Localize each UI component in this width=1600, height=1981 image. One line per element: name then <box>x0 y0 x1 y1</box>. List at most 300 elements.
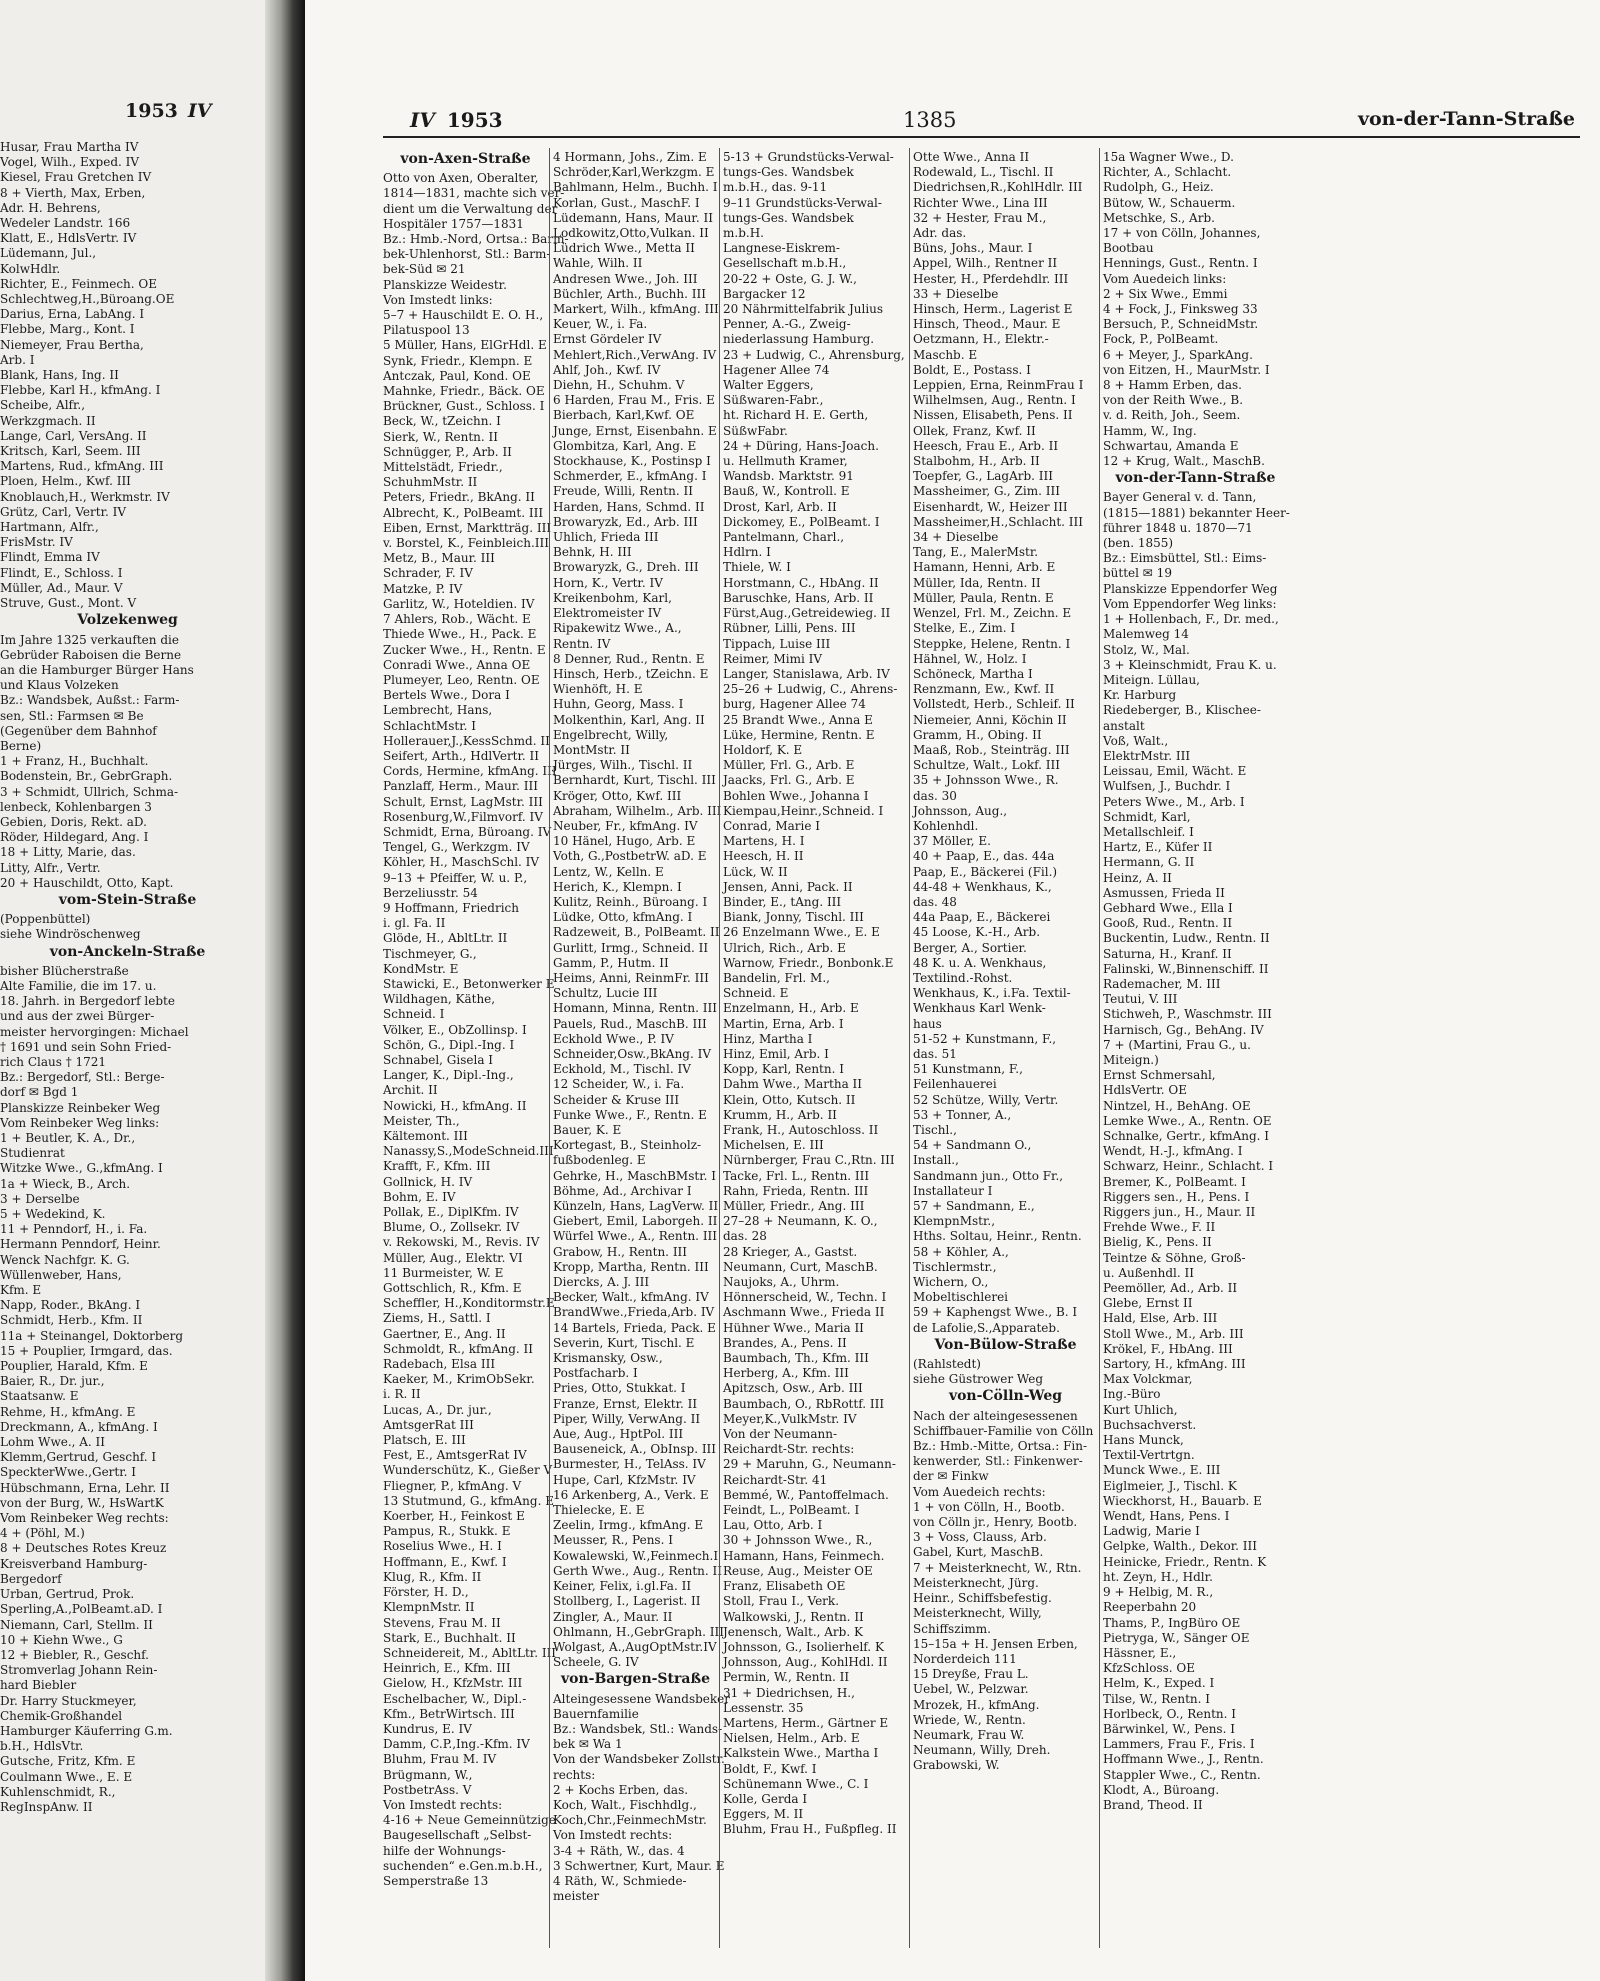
directory-entry: Lembrecht, Hans, <box>383 703 493 718</box>
directory-entry: Witzke Wwe., G.,kfmAng. I <box>0 1161 163 1176</box>
directory-column-3 <box>723 150 908 1965</box>
directory-entry: Baugesellschaft „Selbst- <box>383 1828 532 1843</box>
directory-entry: 1 + von Cölln, H., Bootb. <box>913 1499 1065 1514</box>
directory-entry: Flebbe, Karl H., kfmAng. I <box>0 383 161 398</box>
directory-entry: 30 + Johnsson Wwe., R., <box>723 1533 873 1548</box>
directory-entry: Bz.: Wandsbek, Stl.: Wands- <box>553 1721 723 1736</box>
directory-entry: Fürst,Aug.,Getreidewieg. II <box>723 606 891 621</box>
directory-entry: Teintze & Söhne, Groß- <box>1103 1250 1246 1265</box>
directory-entry: suchenden“ e.Gen.m.b.H., <box>383 1858 543 1873</box>
directory-entry: Bersuch, P., SchneidMstr. <box>1103 317 1259 332</box>
directory-entry: hard Biebler <box>0 1678 77 1693</box>
directory-entry: Rahn, Frieda, Rentn. III <box>723 1183 869 1198</box>
directory-entry: Mobeltischlerei <box>913 1290 1009 1305</box>
directory-entry: Johnsson, G., Isolierhelf. K <box>723 1639 884 1654</box>
directory-entry: de Lafolie,S.,Apparateb. <box>913 1320 1060 1335</box>
directory-entry: Beck, W., tZeichn. I <box>383 414 501 429</box>
directory-entry: Langer, Stanislawa, Arb. IV <box>723 666 890 681</box>
directory-entry: Bielig, K., Pens. II <box>1103 1235 1212 1250</box>
directory-entry: Teutui, V. III <box>1103 992 1178 1007</box>
directory-entry: 32 + Hester, Frau M., <box>913 210 1047 225</box>
directory-entry: Bluhm, Frau H., Fußpfleg. II <box>723 1822 897 1837</box>
directory-entry: Jenensch, Walt., Arb. K <box>723 1624 863 1639</box>
directory-entry: Lammers, Frau F., Fris. I <box>1103 1737 1255 1752</box>
directory-entry: siehe Windröschenweg <box>0 927 141 942</box>
directory-entry: bek-Süd ✉ 21 <box>383 262 466 277</box>
directory-entry: Baumbach, O., RbRottf. III <box>723 1396 885 1411</box>
directory-entry: Keiner, Felix, i.gl.Fa. II <box>553 1579 692 1594</box>
directory-entry: 57 + Sandmann, E., <box>913 1199 1035 1214</box>
directory-entry: Peters, Friedr., BkAng. II <box>383 490 535 505</box>
directory-entry: Gehrke, H., MaschBMstr. I <box>553 1168 716 1183</box>
directory-entry: Kr. Harburg <box>1103 688 1177 703</box>
directory-entry: der ✉ Finkw <box>913 1469 989 1484</box>
directory-entry: Kältemont. III <box>383 1129 468 1143</box>
directory-entry: Hths. Soltau, Heinr., Rentn. <box>913 1229 1082 1244</box>
directory-entry: Kritsch, Karl, Seem. III <box>0 444 141 459</box>
directory-entry: (Poppenbüttel) <box>0 912 91 927</box>
directory-entry: hilfe der Wohnungs- <box>383 1843 506 1858</box>
directory-entry: Müller, Friedr., Ang. III <box>723 1199 865 1214</box>
directory-entry: Cords, Hermine, kfmAng. III <box>383 764 557 779</box>
directory-entry: Arb. I <box>0 352 35 367</box>
directory-entry: Molkenthin, Karl, Ang. II <box>553 712 705 727</box>
directory-entry: Bierbach, Karl,Kwf. OE <box>553 408 695 423</box>
directory-entry: Bauernfamilie <box>553 1706 639 1721</box>
directory-entry: Wenkhaus Karl Wenk- <box>913 1001 1046 1016</box>
directory-entry: Tacke, Frl. L., Rentn. III <box>723 1168 870 1183</box>
directory-entry: Wilhelmsen, Aug., Rentn. I <box>913 393 1076 408</box>
directory-entry: Hoffmann Wwe., J., Rentn. <box>1103 1752 1264 1767</box>
right-page <box>305 0 1600 1981</box>
directory-entry: Textilind.-Rohst. <box>913 970 1013 985</box>
directory-entry: Pries, Otto, Stukkat. I <box>553 1381 686 1396</box>
directory-entry: Schröder,Karl,Werkzgm. E <box>553 165 715 180</box>
directory-entry: Kalkstein Wwe., Martha I <box>723 1746 879 1761</box>
directory-entry: SchuhmMstr. II <box>383 475 478 490</box>
directory-entry: Adr. H. Behrens, <box>0 200 101 215</box>
directory-entry: AmtsgerRat III <box>383 1417 474 1432</box>
directory-entry: Urban, Gertrud, Prok. <box>0 1587 135 1602</box>
directory-entry: 15 + Pouplier, Irmgard, das. <box>0 1343 173 1358</box>
directory-entry: Horn, K., Vertr. IV <box>553 575 663 590</box>
directory-entry: Eiglmeier, J., Tischl. K <box>1103 1478 1237 1493</box>
directory-entry: Conradi Wwe., Anna OE <box>383 657 531 672</box>
directory-entry: KfzSchloss. OE <box>1103 1661 1196 1676</box>
directory-entry: Leppien, Erna, ReinmFrau I <box>913 378 1084 393</box>
directory-entry: Chemik-Großhandel <box>0 1708 123 1723</box>
directory-entry: (Gegenüber dem Bahnhof <box>0 723 157 738</box>
directory-entry: Adr. das. <box>913 226 967 241</box>
directory-entry: Stalbohm, H., Arb. II <box>913 454 1040 469</box>
directory-entry: Bremer, K., PolBeamt. I <box>1103 1174 1246 1189</box>
directory-entry: 18 + Litty, Marie, das. <box>0 845 136 860</box>
directory-entry: Scheibe, Alfr., <box>0 398 86 413</box>
directory-entry: Meisterknecht, Jürg. <box>913 1575 1039 1590</box>
directory-entry: Hald, Else, Arb. III <box>1103 1311 1218 1326</box>
directory-entry: Enzelmann, H., Arb. E <box>723 1001 859 1016</box>
directory-entry: Brückner, Gust., Schloss. I <box>383 399 545 414</box>
directory-entry: sen, Stl.: Farmsen ✉ Be <box>0 708 144 723</box>
directory-entry: Steppke, Helene, Rentn. I <box>913 636 1071 651</box>
directory-entry: Riedeberger, B., Klischee- <box>1103 703 1261 718</box>
directory-entry: Hamann, Hans, Feinmech. <box>723 1548 885 1563</box>
directory-entry: Kurt Uhlich, <box>1103 1402 1178 1417</box>
directory-entry: Stark, E., Buchhalt. II <box>383 1630 516 1645</box>
directory-entry: Elektromeister IV <box>553 606 662 621</box>
directory-entry: 12 + Krug, Walt., MaschB. <box>1103 454 1265 469</box>
directory-entry: FrisMstr. IV <box>0 535 73 550</box>
directory-entry: Schrader, F. IV <box>383 566 473 581</box>
directory-entry: Hähnel, W., Holz. I <box>913 651 1027 666</box>
directory-entry: 1814—1831, machte sich ver- <box>383 186 565 201</box>
column-separator <box>719 148 720 1948</box>
directory-entry: Huhn, Georg, Mass. I <box>553 697 684 712</box>
directory-entry: Wichern, O., <box>913 1275 989 1290</box>
directory-entry: Platsch, E. III <box>383 1433 466 1448</box>
directory-entry: Schult, Ernst, LagMstr. III <box>383 794 543 809</box>
directory-entry: Stollberg, I., Lagerist. II <box>553 1594 701 1609</box>
directory-entry: Gaertner, E., Ang. II <box>383 1326 506 1341</box>
directory-entry: Koch, Walt., Fischhdlg., <box>553 1797 697 1812</box>
directory-entry: Drost, Karl, Arb. II <box>723 499 837 514</box>
directory-entry: Bahlmann, Helm., Buchh. I <box>553 180 718 195</box>
directory-entry: 25 Brandt Wwe., Anna E <box>723 712 873 727</box>
directory-entry: tungs-Ges. Wandsbek <box>723 210 854 225</box>
directory-entry: Leissau, Emil, Wächt. E <box>1103 764 1247 779</box>
directory-entry: Garlitz, W., Hoteldien. IV <box>383 596 535 611</box>
directory-entry: Langer, K., Dipl.-Ing., <box>383 1068 514 1083</box>
directory-entry: von der Reith Wwe., B. <box>1103 393 1244 408</box>
directory-entry: Miteign. Lüllau, <box>1103 672 1200 687</box>
directory-entry: Kundrus, E. IV <box>383 1721 472 1736</box>
directory-entry: Wendt, H.-J., kfmAng. I <box>1103 1144 1243 1159</box>
directory-entry: Reeperbahn 20 <box>1103 1600 1197 1615</box>
directory-entry: Hübschmann, Erna, Lehr. II <box>0 1480 170 1495</box>
directory-entry: Wunderschütz, K., Gießer V <box>383 1463 553 1478</box>
directory-entry: RegInspAnw. II <box>0 1799 93 1814</box>
directory-entry: Massheimer,H.,Schlacht. III <box>913 514 1084 529</box>
directory-entry: Alte Familie, die im 17. u. <box>0 978 157 993</box>
directory-entry: SchlachtMstr. I <box>383 718 476 733</box>
directory-entry: Kaeker, M., KrimObSekr. <box>383 1372 535 1387</box>
directory-entry: Schmerder, E., kfmAng. I <box>553 469 707 484</box>
directory-entry: Massheimer, G., Zim. III <box>913 484 1060 499</box>
directory-entry: niederlassung Hamburg. <box>723 332 875 347</box>
directory-entry: Feilenhauerei <box>913 1077 997 1092</box>
directory-entry: Richter, A., Schlacht. <box>1103 165 1232 180</box>
directory-entry: Bz.: Hmb.-Mitte, Ortsa.: Fin- <box>913 1439 1088 1454</box>
directory-entry: Hamann, Henni, Arb. E <box>913 560 1056 575</box>
directory-entry: 1 + Beutler, K. A., Dr., <box>0 1131 136 1145</box>
directory-entry: Wüllenweber, Hans, <box>0 1267 122 1282</box>
directory-entry: Brandes, A., Pens. II <box>723 1335 847 1350</box>
directory-entry: 8 + Hamm Erben, das. <box>1103 378 1242 393</box>
directory-entry: Knoblauch,H., Werkmstr. IV <box>0 489 170 504</box>
directory-entry: Vom Reinbeker Weg rechts: <box>0 1511 169 1526</box>
directory-entry: an die Hamburger Bürger Hans <box>0 662 194 677</box>
directory-entry: Damm, C.P.,Ing.-Kfm. IV <box>383 1737 530 1752</box>
directory-entry: Burmester, H., TelAss. IV <box>553 1457 706 1472</box>
directory-entry: bek-Uhlenhorst, Stl.: Barm- <box>383 247 551 262</box>
directory-entry: 51-52 + Kunstmann, F., <box>913 1031 1057 1046</box>
directory-entry: und aus der zwei Bürger- <box>0 1009 155 1024</box>
directory-entry: 3 + Derselbe <box>0 1191 80 1206</box>
directory-entry: Paap, E., Bäckerei (Fil.) <box>913 864 1058 879</box>
directory-entry: Hinz, Martha I <box>723 1031 813 1046</box>
directory-entry: 23 + Ludwig, C., Ahrensburg, <box>723 347 905 362</box>
directory-entry: Antczak, Paul, Kond. OE <box>383 368 531 383</box>
directory-entry: Baier, R., Dr. jur., <box>0 1374 105 1389</box>
directory-entry: Baumbach, Th., Kfm. III <box>723 1351 869 1366</box>
directory-entry: Renzmann, Ew., Kwf. II <box>913 682 1055 697</box>
directory-entry: Kuhlenschmidt, R., <box>0 1784 116 1799</box>
directory-entry: Homann, Minna, Rentn. III <box>553 1001 717 1016</box>
directory-entry: Vom Reinbeker Weg links: <box>0 1115 160 1130</box>
directory-entry: Norderdeich 111 <box>913 1651 1017 1666</box>
directory-entry: Heinicke, Friedr., Rentn. K <box>1103 1554 1267 1569</box>
directory-entry: Otto von Axen, Oberalter, <box>383 171 539 186</box>
directory-entry: ht. Zeyn, H., Hdlr. <box>1103 1569 1213 1584</box>
directory-entry: KlempnMstr. II <box>383 1600 475 1615</box>
page-header-left: IV 1953 <box>410 108 503 132</box>
directory-entry: Bauseneick, A., ObInsp. III <box>553 1442 717 1457</box>
directory-entry: Heesch, H. II <box>723 849 804 864</box>
directory-entry: Berzeliusstr. 54 <box>383 885 478 900</box>
directory-entry: b.H., HdlsVtr. <box>0 1739 84 1754</box>
directory-column-4 <box>913 150 1098 1965</box>
directory-entry: Richter Wwe., Lina III <box>913 195 1048 210</box>
directory-entry: Kropp, Martha, Rentn. III <box>553 1259 709 1274</box>
directory-entry: Warnow, Friedr., Bonbonk.E <box>723 955 894 970</box>
directory-entry: Gerth Wwe., Aug., Rentn. II <box>553 1563 722 1578</box>
directory-entry: Becker, Walt., kfmAng. IV <box>553 1290 709 1305</box>
directory-entry: Nielsen, Helm., Arb. E <box>723 1731 860 1746</box>
directory-entry: Niemann, Carl, Stellm. II <box>0 1617 153 1632</box>
directory-entry: 9–11 Grundstücks-Verwal- <box>723 195 882 210</box>
directory-entry: bisher Blücherstraße <box>0 963 129 978</box>
directory-entry: Installateur I <box>913 1183 993 1198</box>
directory-entry: Koerber, H., Feinkost E <box>383 1509 525 1524</box>
directory-entry: Asmussen, Frieda II <box>1103 885 1225 900</box>
directory-entry: 4 Räth, W., Schmiede- <box>553 1873 687 1888</box>
directory-entry: Johnsson, Aug., <box>913 803 1008 818</box>
directory-entry: 15 Dreyße, Frau L. <box>913 1667 1029 1682</box>
directory-entry: Uhlich, Frieda III <box>553 530 659 545</box>
directory-entry: Stockhause, K., Postinsp I <box>553 454 711 469</box>
directory-entry: 1a + Wieck, B., Arch. <box>0 1176 131 1191</box>
directory-entry: Reichardt-Str. rechts: <box>723 1442 855 1457</box>
directory-entry: 10 + Kiehn Wwe., G <box>0 1632 123 1647</box>
directory-entry: i. gl. Fa. II <box>383 916 446 931</box>
directory-entry: Schultz, Lucie III <box>553 986 658 1001</box>
directory-entry: Ulrich, Rich., Arb. E <box>723 940 846 955</box>
directory-entry: Stawicki, E., Betonwerker E <box>383 976 555 991</box>
directory-entry: Von der Wandsbeker Zollstr. <box>553 1752 725 1767</box>
directory-entry: Lentz, W., Kelln. E <box>553 864 664 879</box>
directory-entry: Gottschlich, R., Kfm. E <box>383 1281 522 1296</box>
directory-entry: 51 Kunstmann, F., <box>913 1062 1023 1077</box>
directory-entry: Rentn. IV <box>553 636 611 651</box>
directory-entry: Jaacks, Frl. G., Arb. E <box>723 773 855 788</box>
directory-entry: Hennings, Gust., Rentn. I <box>1103 256 1258 271</box>
directory-entry: 29 + Maruhn, G., Neumann- <box>723 1457 896 1472</box>
directory-entry: Förster, H. D., <box>383 1585 469 1600</box>
directory-entry: Matzke, P. IV <box>383 581 463 596</box>
directory-entry: Bauß, W., Kontroll. E <box>723 484 850 499</box>
directory-entry: das. 48 <box>913 894 957 909</box>
directory-entry: Schneidereit, M., AbltLtr. III <box>383 1645 557 1660</box>
directory-entry: Wenck Nachfgr. K. G. <box>0 1252 130 1267</box>
directory-entry: Conrad, Marie I <box>723 818 821 833</box>
directory-entry: Scheider & Kruse III <box>553 1092 680 1107</box>
directory-entry: 40 + Paap, E., das. 44a <box>913 849 1055 864</box>
directory-entry: Wandsb. Marktstr. 91 <box>723 469 854 484</box>
directory-entry: Thiele, W. I <box>723 560 791 575</box>
directory-entry: Frehde Wwe., F. II <box>1103 1220 1216 1235</box>
directory-entry: Stevens, Frau M. II <box>383 1615 501 1630</box>
directory-entry: Thielecke, E. E <box>553 1503 645 1518</box>
directory-entry: Grütz, Carl, Vertr. IV <box>0 504 127 519</box>
directory-entry: Jensen, Anni, Pack. II <box>723 879 853 894</box>
directory-entry: Maaß, Rob., Steinträg. III <box>913 742 1070 757</box>
directory-entry: Pietryga, W., Sänger OE <box>1103 1630 1250 1645</box>
directory-entry: Bertels Wwe., Dora I <box>383 688 510 703</box>
directory-entry: 24 + Düring, Hans-Joach. <box>723 438 879 453</box>
directory-entry: Lohm Wwe., A. II <box>0 1435 106 1450</box>
directory-entry: Boldt, F., Kwf. I <box>723 1761 817 1776</box>
directory-entry: Tengel, G., Werkzgm. IV <box>383 840 530 855</box>
directory-entry: Scheele, G. IV <box>553 1655 639 1670</box>
directory-entry: 4-16 + Neue Gemeinnützige <box>383 1813 556 1828</box>
directory-entry: Malemweg 14 <box>1103 627 1189 642</box>
directory-entry: (ben. 1855) <box>1103 536 1174 551</box>
directory-entry: Pampus, R., Stukk. E <box>383 1524 511 1539</box>
directory-entry: anstalt <box>1103 718 1145 733</box>
directory-entry: Thiede Wwe., H., Pack. E <box>383 627 537 642</box>
directory-entry: Stoll, Frau I., Verk. <box>723 1594 840 1609</box>
directory-entry: Brand, Theod. II <box>1103 1797 1203 1812</box>
directory-entry: Nanassy,S.,ModeSchneid.III <box>383 1144 554 1159</box>
directory-entry: Hans Munck, <box>1103 1433 1184 1448</box>
directory-entry: Max Volckmar, <box>1103 1372 1193 1387</box>
directory-entry: Hdlrn. I <box>723 545 771 560</box>
directory-entry: 3 + Schmidt, Ullrich, Schma- <box>0 784 179 799</box>
directory-entry: das. 28 <box>723 1229 767 1244</box>
directory-entry: 5 Müller, Hans, ElGrHdl. E <box>383 338 547 353</box>
directory-entry: Coulmann Wwe., E. E <box>0 1769 133 1784</box>
directory-entry: Lange, Carl, VersAng. II <box>0 428 147 443</box>
directory-entry: PostbetrAss. V <box>383 1782 472 1797</box>
column-separator <box>909 148 910 1948</box>
directory-entry: Müller, Ida, Rentn. II <box>913 575 1041 590</box>
column-separator <box>1099 148 1100 1948</box>
directory-entry: Napp, Roder., BkAng. I <box>0 1298 141 1313</box>
directory-entry: Kulitz, Reinh., Büroang. I <box>553 894 708 909</box>
directory-entry: 8 Denner, Rud., Rentn. E <box>553 651 705 666</box>
directory-entry: Rübner, Lilli, Pens. III <box>723 621 856 636</box>
directory-entry: Albrecht, K., PolBeamt. III <box>383 505 544 520</box>
directory-entry: 5 + Wedekind, K. <box>0 1207 106 1222</box>
directory-entry: 15–15a + H. Jensen Erben, <box>913 1636 1078 1651</box>
directory-entry: Kiesel, Frau Gretchen IV <box>0 170 152 185</box>
directory-entry: Berne) <box>0 738 42 753</box>
directory-entry: Flindt, Emma IV <box>0 550 100 565</box>
directory-entry: KlempnMstr., <box>913 1214 996 1229</box>
directory-entry: Wedeler Landstr. 166 <box>0 216 131 231</box>
directory-entry: Junge, Ernst, Eisenbahn. E <box>553 423 717 438</box>
directory-entry: Plumeyer, Leo, Rentn. OE <box>383 672 540 687</box>
directory-entry: Hühner Wwe., Maria II <box>723 1320 864 1335</box>
directory-entry: 9 + Helbig, M. R., <box>1103 1585 1214 1600</box>
directory-entry: Johnsson, Aug., KohlHdl. II <box>723 1655 888 1670</box>
directory-entry: SpeckterWwe.,Gertr. I <box>0 1465 137 1480</box>
directory-entry: 37 Möller, E. <box>913 834 991 849</box>
directory-entry: Dreckmann, A., kfmAng. I <box>0 1419 158 1434</box>
directory-entry: Kfm., BetrWirtsch. III <box>383 1706 515 1721</box>
directory-entry: Schnalke, Gertr., kfmAng. I <box>1103 1129 1270 1143</box>
directory-entry: Kohlenhdl. <box>913 818 979 833</box>
directory-entry: Bohlen Wwe., Johanna I <box>723 788 869 803</box>
directory-entry: Kowalewski, W.,Feinmech.I <box>553 1548 719 1563</box>
directory-entry: Schiffszimm. <box>913 1621 991 1636</box>
directory-entry: Neumann, Curt, MaschB. <box>723 1259 878 1274</box>
directory-entry: Behnk, H. III <box>553 545 632 560</box>
directory-entry: Reuse, Aug., Meister OE <box>723 1563 873 1578</box>
directory-entry: 1 + Franz, H., Buchhalt. <box>0 754 149 769</box>
directory-entry: Tippach, Luise III <box>723 636 831 651</box>
directory-entry: Krökel, F., HbAng. III <box>1103 1341 1233 1356</box>
directory-entry: Eggers, M. II <box>723 1807 804 1822</box>
directory-entry: ElektrMstr. III <box>1103 748 1191 763</box>
directory-entry: 11 + Penndorf, H., i. Fa. <box>0 1222 148 1237</box>
directory-entry: Schmidt, Erna, Büroang. IV <box>383 824 552 839</box>
directory-entry: Schöneck, Martha I <box>913 666 1033 681</box>
directory-entry: Neuber, Fr., kfmAng. IV <box>553 818 698 833</box>
directory-entry: Panzlaff, Herm., Maur. III <box>383 779 539 794</box>
directory-entry: Neumark, Frau W. <box>913 1727 1025 1742</box>
directory-entry: Herich, K., Klempn. I <box>553 879 682 894</box>
directory-entry: Brügmann, W., <box>383 1767 473 1782</box>
directory-entry: Install., <box>913 1153 959 1168</box>
directory-entry: Archit. II <box>383 1083 438 1098</box>
directory-entry: Mehlert,Rich.,VerwAng. IV <box>553 347 717 362</box>
directory-entry: Grabow, H., Rentn. III <box>553 1244 688 1259</box>
directory-entry: 18. Jahrh. in Bergedorf lebte <box>0 994 175 1009</box>
directory-entry: Müller, Paula, Rentn. E <box>913 590 1054 605</box>
directory-entry: Langnese-Eiskrem- <box>723 241 840 256</box>
directory-entry: Voß, Walt., <box>1103 733 1169 748</box>
left-page-column <box>0 140 255 1940</box>
directory-entry: Gollnick, H. IV <box>383 1174 473 1189</box>
directory-entry: Dr. Harry Stuckmeyer, <box>0 1693 137 1708</box>
directory-entry: Bärwinkel, W., Pens. I <box>1103 1721 1235 1736</box>
directory-entry: Pilatuspool 13 <box>383 323 470 338</box>
directory-entry: Heinz, A. II <box>1103 870 1172 885</box>
directory-entry: 26 Enzelmann Wwe., E. E <box>723 925 880 940</box>
directory-entry: Naujoks, A., Uhrm. <box>723 1275 840 1290</box>
directory-entry: Röder, Hildegard, Ang. I <box>0 830 149 845</box>
column-separator <box>549 148 550 1948</box>
directory-entry: Nissen, Elisabeth, Pens. II <box>913 408 1073 423</box>
directory-entry: Klatt, E., HdlsVertr. IV <box>0 231 137 246</box>
directory-entry: Von Imstedt rechts: <box>383 1797 503 1812</box>
directory-entry: Vogel, Wilh., Exped. IV <box>0 155 140 170</box>
running-title: von-der-Tann-Straße <box>1357 108 1575 130</box>
directory-entry: Riggers sen., H., Pens. I <box>1103 1189 1250 1204</box>
directory-entry: Klemm,Gertrud, Geschf. I <box>0 1450 157 1465</box>
directory-entry: Völker, E., ObZollinsp. I <box>383 1022 527 1037</box>
